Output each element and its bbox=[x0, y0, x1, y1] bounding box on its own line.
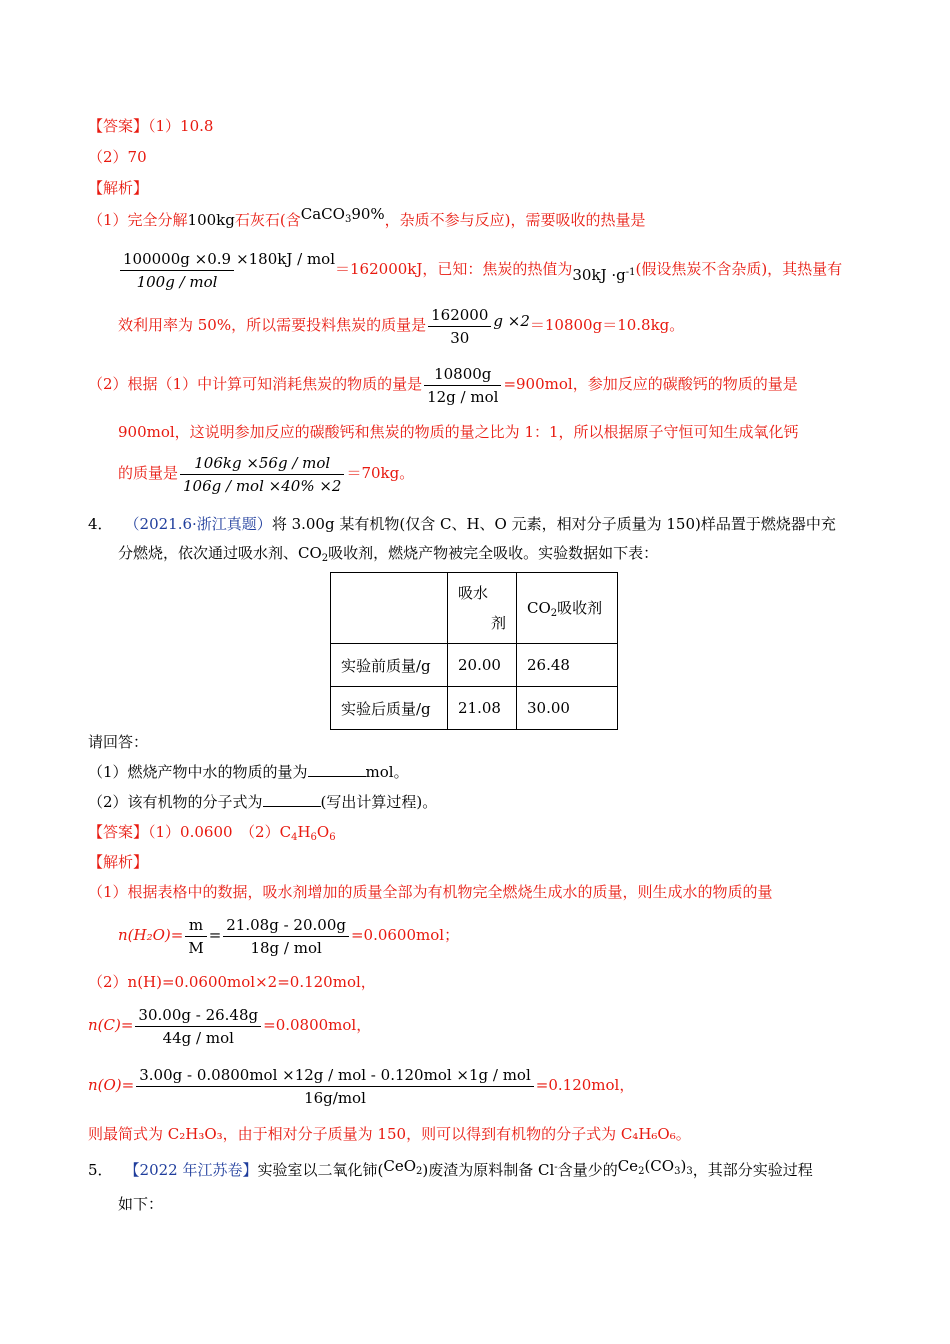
q3-heat-value-sup: -1 bbox=[625, 267, 636, 278]
q3-p1-prefix: （1）完全分解 bbox=[88, 211, 188, 229]
q3-f4-den: 106g / mol ×40% ×2 bbox=[183, 476, 342, 495]
q3-answer-1: （1）10.8 bbox=[148, 117, 214, 135]
table-header-water bbox=[448, 573, 517, 644]
q3-heat-value: 30kJ ·g bbox=[572, 266, 626, 284]
q4-nc-frac bbox=[135, 1004, 261, 1049]
table-cell: 实验前质量/g bbox=[331, 644, 448, 687]
q5-product-b: (CO bbox=[644, 1157, 675, 1175]
q4-sub-question-2 bbox=[88, 792, 437, 812]
q4-sub1-a: （1）燃烧产物中水的物质的量为 bbox=[88, 763, 308, 781]
table-header-co2-sub: 2 bbox=[550, 608, 558, 619]
q4-no-formula bbox=[88, 1060, 634, 1110]
q3-f2-mult: g ×2 bbox=[493, 312, 530, 330]
table-cell: 21.08 bbox=[448, 687, 517, 730]
q3-analysis-tag: 【解析】 bbox=[88, 179, 149, 197]
table-cell: 实验后质量/g bbox=[331, 687, 448, 730]
q3-f4-result: ＝70kg。 bbox=[346, 464, 415, 482]
q3-f1-den: 100g / mol bbox=[136, 272, 218, 291]
q4-nh2o-f2-den: 18g / mol bbox=[250, 938, 322, 957]
q4-answer-c-sub: 4 bbox=[291, 832, 298, 843]
q4-nc-result: =0.0800mol， bbox=[263, 1016, 372, 1034]
q3-answer-2: （2）70 bbox=[88, 148, 147, 166]
q3-formula-4 bbox=[118, 450, 414, 497]
q3-f2-fraction bbox=[428, 304, 491, 349]
q4-nc-den: 44g / mol bbox=[162, 1028, 234, 1047]
q3-f3-num: 10800g bbox=[424, 363, 501, 386]
table-header-blank bbox=[331, 573, 448, 644]
q4-stem-2-sub: 2 bbox=[321, 553, 329, 564]
q3-formula-2 bbox=[118, 302, 684, 349]
q4-sub2-b: (写出计算过程)。 bbox=[320, 793, 438, 811]
q3-p5-prefix: 的质量是 bbox=[118, 464, 179, 482]
q4-nh2o-formula: n(H₂O)= $\frac{m}{M}$ = $\frac{21.08g - 20.00g}{\text{18g / mol}}$ =0.0600mol； bbox=[118, 915, 460, 957]
table-header-row bbox=[331, 573, 618, 644]
q4-no-num: 3.00g - 0.0800mol ×12g / mol - 0.120mol ×1g / mol bbox=[136, 1064, 534, 1087]
q4-final: 则最简式为 C₂H₃O₃，由于相对分子质量为 150，则可以得到有机物的分子式为 C₄H₆O₆。 bbox=[88, 1125, 691, 1143]
q3-p1-suffix: ，杂质不参与反应)，需要吸收的热量是 bbox=[384, 211, 646, 229]
q4-nh2o-f2-num: 21.08g - 20.00g bbox=[223, 914, 349, 937]
q5-stem-b: )废渣为原料制备 Cl bbox=[422, 1161, 555, 1179]
q3-f1-num: 100000g ×0.9 bbox=[120, 248, 234, 271]
q4-sub2-a: （2）该有机物的分子式为 bbox=[88, 793, 263, 811]
q4-nc-label: n(C)= bbox=[88, 1016, 134, 1034]
q3-f4-fraction bbox=[180, 452, 344, 497]
q3-answer-line bbox=[88, 116, 213, 136]
q5-source: 【2022 年江苏卷】 bbox=[124, 1161, 258, 1179]
q5-stem-a: 实验室以二氧化铈( bbox=[257, 1161, 384, 1179]
table-cell: 26.48 bbox=[517, 644, 618, 687]
q3-f2-result: ＝10800g＝10.8kg。 bbox=[529, 316, 685, 334]
q3-formula-1 bbox=[118, 244, 842, 293]
q3-f2-num: 162000 bbox=[428, 304, 491, 327]
q3-f1-result: ＝162000kJ，已知：焦炭的热值为 bbox=[335, 260, 573, 278]
q4-source: （2021.6·浙江真题） bbox=[124, 515, 272, 533]
q3-f1-fraction bbox=[120, 248, 234, 293]
q4-stem-2b: 吸收剂，燃烧产物被完全吸收。实验数据如下表： bbox=[328, 544, 659, 562]
q4-stem-2a: 分燃烧，依次通过吸水剂、CO bbox=[118, 544, 322, 562]
q4-nh2o-result: =0.0600mol； bbox=[350, 926, 460, 944]
q3-p3-prefix: （2）根据（1）中计算可知消耗焦炭的物质的量是 bbox=[88, 375, 423, 393]
q3-f3-result: =900mol，参加反应的碳酸钙的物质的量是 bbox=[503, 375, 798, 393]
q4-nh2o-f1-num: m bbox=[185, 914, 206, 937]
table-cell: 30.00 bbox=[517, 687, 618, 730]
q3-caco3-sub: 3 bbox=[344, 214, 352, 225]
table-row bbox=[331, 687, 618, 730]
q4-nh2o-label: n(H₂O)= bbox=[118, 926, 184, 944]
q4-answer-tag: 【答案】 bbox=[88, 823, 149, 841]
q3-f4-num: 106kg ×56g / mol bbox=[180, 452, 344, 475]
q3-f3-den: 12g / mol bbox=[427, 387, 499, 406]
table-header-co2-b: 吸收剂 bbox=[557, 599, 603, 617]
q5-number: 5． bbox=[88, 1161, 113, 1179]
q3-caco3-pct: 90% bbox=[351, 205, 385, 223]
q5-stem-d: ，其部分实验过程 bbox=[692, 1161, 813, 1179]
table-row bbox=[331, 644, 618, 687]
q5-product-sub: 2 bbox=[638, 1166, 645, 1177]
q4-no-frac bbox=[136, 1064, 534, 1109]
q3-f1-mult: ×180kJ / mol bbox=[236, 250, 336, 268]
experiment-data-table bbox=[330, 572, 618, 730]
q4-answer-text: （1）0.0600 （2）C bbox=[148, 823, 292, 841]
q3-formula-3 bbox=[88, 361, 798, 408]
q4-nh2o-f1-den: M bbox=[188, 938, 204, 957]
q4-answer-line bbox=[88, 822, 336, 848]
q5-cl-sup: - bbox=[554, 1162, 558, 1173]
q4-sub-question-1 bbox=[88, 762, 409, 782]
q3-p2-prefix: 效利用率为 50%，所以需要投料焦炭的质量是 bbox=[118, 316, 427, 334]
q5-product: Ce bbox=[617, 1157, 639, 1175]
q3-p1-mid: 石灰石(含 bbox=[234, 211, 301, 229]
table-header-co2 bbox=[517, 573, 618, 644]
q4-answer-o-sub: 6 bbox=[329, 832, 336, 843]
q4-nh2o-frac-2 bbox=[223, 914, 349, 959]
q3-f3-fraction bbox=[424, 363, 501, 408]
q4-no-result: =0.120mol， bbox=[535, 1076, 635, 1094]
q5-stem-c: 含量少的 bbox=[557, 1161, 618, 1179]
q4-answer-o: O bbox=[316, 823, 330, 841]
q4-answer-h: H bbox=[297, 823, 311, 841]
q4-no-den: 16g/mol bbox=[304, 1088, 366, 1107]
q3-caco3: CaCO bbox=[300, 205, 345, 223]
q4-nh2o-frac-1 bbox=[185, 914, 206, 959]
q5-stem-1 bbox=[88, 1158, 813, 1186]
q4-number: 4． bbox=[88, 515, 113, 533]
q4-analysis-a1: （1）根据表格中的数据，吸水剂增加的质量全部为有机物完全燃烧生成水的质量，则生成水的物质的量 bbox=[88, 883, 773, 901]
q5-ceo2: CeO bbox=[383, 1157, 417, 1175]
q5-product-sub2: 3 bbox=[674, 1166, 681, 1177]
q5-ceo2-sub: 2 bbox=[416, 1166, 423, 1177]
q4-stem-1 bbox=[88, 514, 836, 534]
q5-product-c: ) bbox=[680, 1157, 687, 1175]
answer-blank bbox=[263, 792, 321, 807]
q5-product-sub3: 3 bbox=[686, 1166, 693, 1177]
table-header-water-1: 吸水 bbox=[458, 584, 489, 602]
q3-f1-tail: (假设焦炭不含杂质)，其热量有 bbox=[635, 260, 843, 278]
table-header-co2-a: CO bbox=[527, 599, 551, 617]
answer-blank bbox=[308, 762, 366, 777]
q4-sub1-b: mol。 bbox=[365, 763, 409, 781]
q4-answer-h-sub: 6 bbox=[310, 832, 317, 843]
q4-analysis-tag: 【解析】 bbox=[88, 853, 149, 871]
q4-stem-text-1: 将 3.00g 某有机物(仅含 C、H、O 元素，相对分子质量为 150)样品置于燃烧器中充 bbox=[271, 515, 836, 533]
q3-analysis-p4: 900mol，这说明参加反应的碳酸钙和焦炭的物质的量之比为 1：1，所以根据原子守恒可知生成氧化钙 bbox=[118, 423, 799, 441]
table-cell: 20.00 bbox=[448, 644, 517, 687]
q4-stem-2 bbox=[118, 543, 658, 569]
q4-no-label: n(O)= bbox=[88, 1076, 135, 1094]
q4-nh-line: （2）n(H)=0.0600mol×2=0.120mol， bbox=[88, 973, 376, 991]
table-header-water-2: 剂 bbox=[490, 614, 506, 632]
q3-p1-mass: 100kg bbox=[187, 211, 235, 229]
q4-nc-formula bbox=[88, 1000, 371, 1050]
q3-analysis-p1 bbox=[88, 205, 646, 236]
q4-nc-num: 30.00g - 26.48g bbox=[135, 1004, 261, 1027]
q4-prompt: 请回答： bbox=[88, 733, 149, 751]
q3-f2-den: 30 bbox=[450, 328, 470, 347]
q3-answer-tag: 【答案】 bbox=[88, 117, 149, 135]
q5-stem-2: 如下： bbox=[118, 1195, 164, 1213]
